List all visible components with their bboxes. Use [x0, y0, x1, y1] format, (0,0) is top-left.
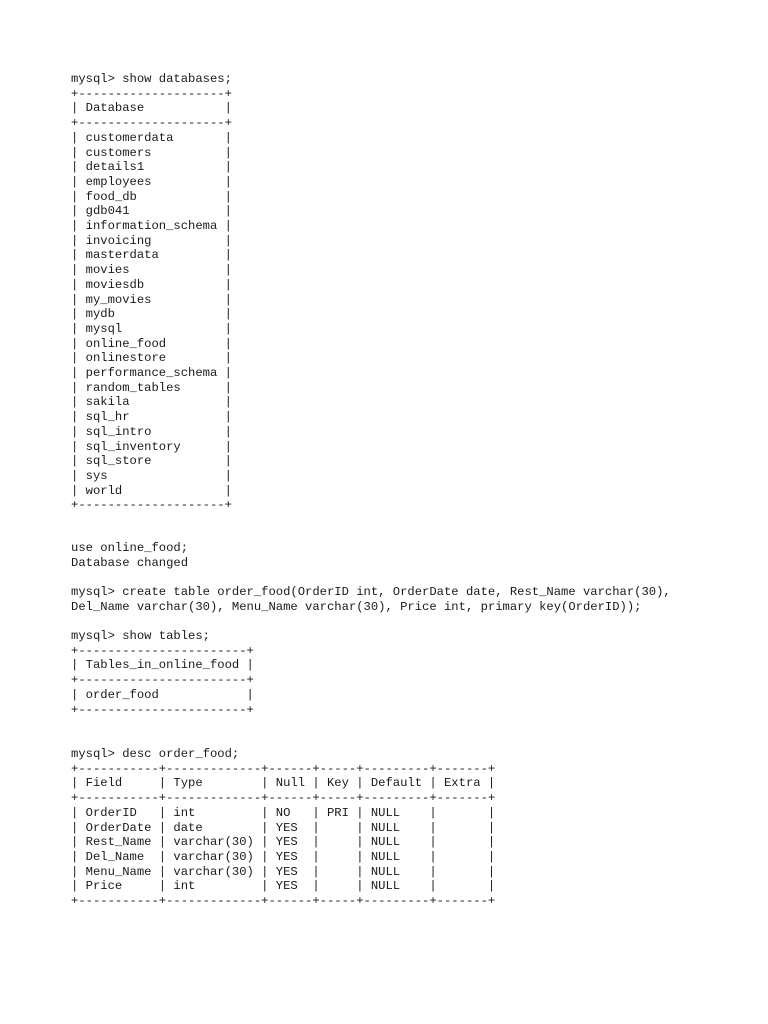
desc-table-command: mysql> desc order_food; [71, 747, 240, 761]
table-border-bottom: +-----------+-------------+------+-----+---------+-------+ [71, 894, 496, 909]
table-border-top: +-----------+-------------+------+-----+---------+-------+ [71, 761, 496, 776]
databases-list [71, 131, 232, 499]
table-row: | my_movies | [71, 292, 232, 307]
table-row: | customerdata | [71, 130, 232, 145]
table-header: | Database | [71, 101, 232, 116]
use-database-block [71, 541, 188, 570]
table-row: | employees | [71, 174, 232, 189]
table-row: | OrderDate | date | YES | | NULL | | [71, 820, 496, 835]
create-table-block [71, 585, 671, 614]
table-row: | sql_intro | [71, 424, 232, 439]
table-header: | Tables_in_online_food | [71, 658, 254, 673]
table-row: | sql_hr | [71, 410, 232, 425]
table-row: | food_db | [71, 189, 232, 204]
use-database-command: use online_food; [71, 541, 189, 555]
table-row: | information_schema | [71, 219, 232, 234]
show-tables-command: mysql> show tables; [71, 629, 210, 643]
table-row: | Del_Name | varchar(30) | YES | | NULL | | [71, 849, 496, 864]
table-border-bottom: +-----------------------+ [71, 702, 254, 717]
table-border-top: +-----------------------+ [71, 643, 254, 658]
show-databases-block [71, 72, 232, 513]
table-row: | sakila | [71, 395, 232, 410]
table-row: | onlinestore | [71, 351, 232, 366]
create-table-command-line-1: mysql> create table order_food(OrderID int, OrderDate date, Rest_Name varchar(30), [71, 585, 671, 599]
table-row: | Rest_Name | varchar(30) | YES | | NULL | | [71, 835, 496, 850]
table-row: | masterdata | [71, 248, 232, 263]
table-row: | mysql | [71, 321, 232, 336]
table-row: | order_food | [71, 687, 254, 702]
table-border-top: +--------------------+ [71, 86, 232, 101]
table-row: | Menu_Name | varchar(30) | YES | | NULL | | [71, 864, 496, 879]
table-border-mid: +--------------------+ [71, 116, 232, 131]
show-databases-command: mysql> show databases; [71, 72, 232, 86]
show-tables-block [71, 629, 254, 717]
table-row: | OrderID | int | NO | PRI | NULL | | [71, 805, 496, 820]
table-row: | details1 | [71, 160, 232, 175]
table-row: | sql_inventory | [71, 439, 232, 454]
table-row: | world | [71, 483, 232, 498]
desc-table-block [71, 747, 495, 909]
table-row: | mydb | [71, 307, 232, 322]
table-row: | moviesdb | [71, 277, 232, 292]
table-row: | invoicing | [71, 233, 232, 248]
table-row: | random_tables | [71, 380, 232, 395]
table-row: | sql_store | [71, 454, 232, 469]
use-database-result: Database changed [71, 555, 189, 570]
table-row: | gdb041 | [71, 204, 232, 219]
table-row: | customers | [71, 145, 232, 160]
table-row: | Price | int | YES | | NULL | | [71, 879, 496, 894]
table-border-mid: +-----------------------+ [71, 673, 254, 688]
table-border-mid: +-----------+-------------+------+-----+---------+-------+ [71, 791, 496, 806]
table-row: | online_food | [71, 336, 232, 351]
create-table-command-line-2: Del_Name varchar(30), Menu_Name varchar(30), Price int, primary key(OrderID)); [71, 599, 642, 614]
table-row: | sys | [71, 468, 232, 483]
table-row: | performance_schema | [71, 366, 232, 381]
table-row: | movies | [71, 263, 232, 278]
table-header: | Field | Type | Null | Key | Default | Extra | [71, 776, 496, 791]
table-border-bottom: +--------------------+ [71, 498, 232, 513]
